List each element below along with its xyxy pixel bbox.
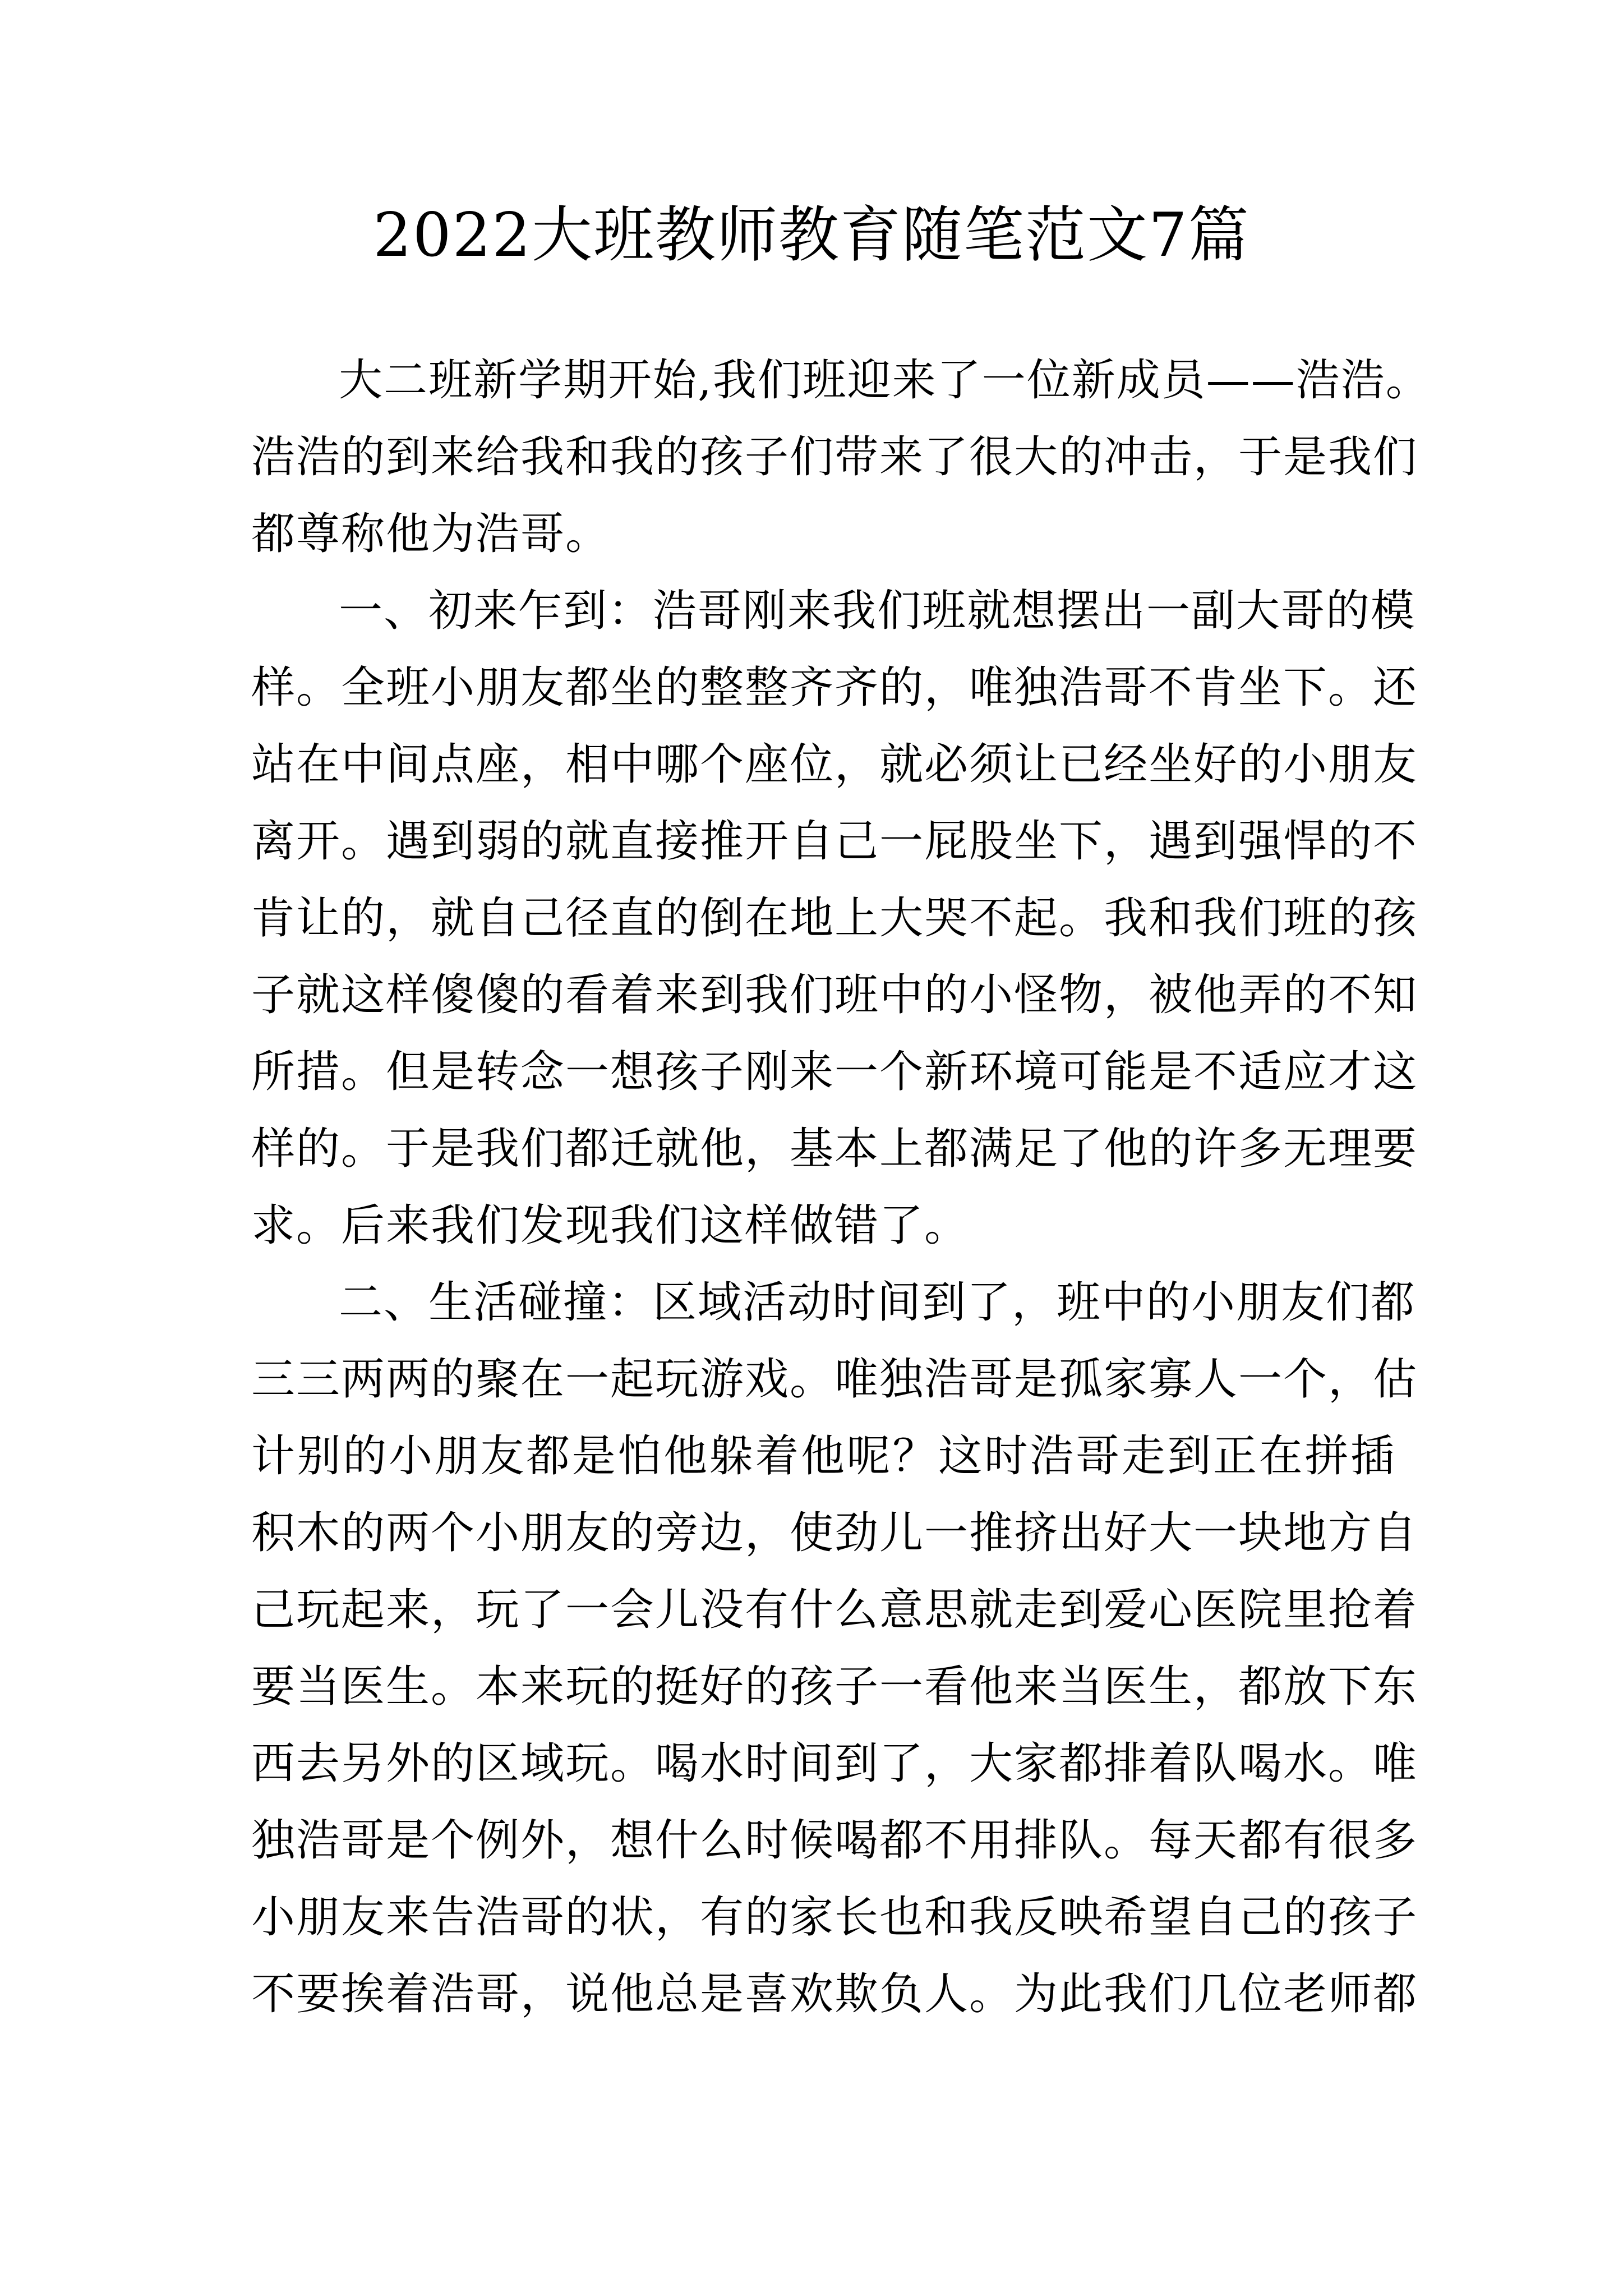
- text-line: 要当医生。本来玩的挺好的孩子一看他来当医生，都放下东: [251, 1662, 1418, 1712]
- text-line: 己玩起来，玩了一会儿没有什么意思就走到爱心医院里抢着: [251, 1585, 1418, 1635]
- text-line: 一、初来乍到：浩哥刚来我们班就想摆出一副大哥的模: [339, 586, 1416, 636]
- paragraph: [251, 1264, 1418, 2033]
- text-line: 二、生活碰撞：区域活动时间到了，班中的小朋友们都: [339, 1277, 1416, 1328]
- text-line: 不要挨着浩哥，说他总是喜欢欺负人。为此我们几位老师都: [251, 1969, 1418, 2019]
- paragraph: [251, 342, 1431, 573]
- text-line: 大二班新学期开始,我们班迎来了一位新成员——浩浩。: [339, 355, 1431, 406]
- text-line: 三三两两的聚在一起玩游戏。唯独浩哥是孤家寡人一个，估: [251, 1354, 1418, 1405]
- text-line: 子就这样傻傻的看着来到我们班中的小怪物，被他弄的不知: [251, 970, 1418, 1020]
- text-line: 西去另外的区域玩。喝水时间到了，大家都排着队喝水。唯: [251, 1738, 1418, 1789]
- text-line: 所措。但是转念一想孩子刚来一个新环境可能是不适应才这: [251, 1047, 1418, 1097]
- text-line: 求。后来我们发现我们这样做错了。: [251, 1200, 970, 1251]
- text-line: 都尊称他为浩哥。: [251, 509, 611, 559]
- text-line: 肯让的，就自己径直的倒在地上大哭不起。我和我们班的孩: [251, 893, 1418, 944]
- paragraph: [251, 573, 1418, 1264]
- text-line: 小朋友来告浩哥的状，有的家长也和我反映希望自己的孩子: [251, 1892, 1418, 1943]
- text-line: 样。全班小朋友都坐的整整齐齐的，唯独浩哥不肯坐下。还: [251, 662, 1418, 713]
- document-body: [251, 342, 1431, 2033]
- text-line: 离开。遇到弱的就直接推开自己一屁股坐下，遇到强悍的不: [251, 816, 1418, 867]
- text-line: 积木的两个小朋友的旁边，使劲儿一推挤出好大一块地方自: [251, 1508, 1418, 1558]
- text-line: 计别的小朋友都是怕他躲着他呢？这时浩哥走到正在拼插: [251, 1431, 1395, 1481]
- text-line: 样的。于是我们都迁就他，基本上都满足了他的许多无理要: [251, 1124, 1418, 1174]
- document-title: 2022大班教师教育随笔范文7篇: [373, 200, 1250, 270]
- text-line: 站在中间点座，相中哪个座位，就必须让已经坐好的小朋友: [251, 739, 1418, 790]
- text-line: 独浩哥是个例外，想什么时候喝都不用排队。每天都有很多: [251, 1815, 1418, 1866]
- text-line: 浩浩的到来给我和我的孩子们带来了很大的冲击，于是我们: [251, 432, 1418, 482]
